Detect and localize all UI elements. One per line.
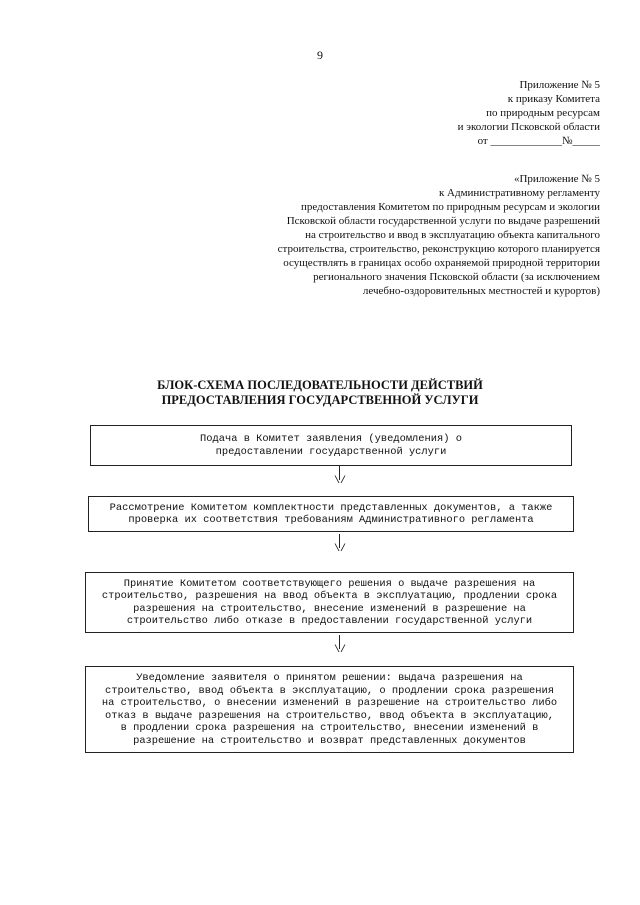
flow-step-text: Принятие Комитетом соответствующего решения о выдаче разрешения на: [123, 577, 536, 590]
page-number: 9: [317, 48, 323, 62]
flow-step-text: отказ в выдаче разрешения на строительство, ввод объекта в эксплуатацию,: [105, 709, 554, 722]
flow-step-text: проверка их соответствия требованиям Административного регламента: [128, 514, 534, 526]
arrow-down-icon: \/: [333, 476, 346, 487]
annex-bottom-line: осуществлять в границах особо охраняемой природной территории: [283, 257, 600, 269]
flow-step-text: строительство либо отказе в предоставлении государственной услуги: [126, 615, 533, 627]
flow-step-text: на строительство, о внесении изменений в разрешение на строительство либо: [101, 697, 558, 709]
annex-top-line: по природным ресурсам: [486, 107, 600, 119]
annex-bottom-line: «Приложение № 5: [513, 173, 600, 185]
flow-step-text: строительство, разрешения на ввод объекта в эксплуатацию, продлении срока: [101, 590, 558, 602]
annex-bottom-line: предоставления Комитетом по природным ресурсам и экологии: [301, 201, 600, 213]
annex-top-date-number-line: от _____________№_____: [477, 135, 600, 147]
flow-step-text: Подача в Комитет заявления (уведомления) о: [200, 433, 462, 445]
annex-bottom-line: регионального значения Псковской области (за исключением: [313, 271, 600, 283]
flow-step-text: предоставлении государственной услуги: [215, 445, 447, 458]
flow-arrow-down: [325, 635, 355, 659]
flow-step-submission: [90, 425, 572, 466]
annex-bottom-line: лечебно-оздоровительных местностей и курортов): [362, 285, 600, 297]
annex-regulation-reference: [278, 172, 600, 298]
annex-bottom-line: Псковской области государственной услуги по выдаче разрешений: [286, 215, 600, 227]
flow-step-text: разрешение на строительство и возврат представленных документов: [133, 734, 526, 747]
flow-step-text: в продлении срока разрешения на строительство, внесении изменений в: [120, 722, 539, 734]
flowchart-title: [0, 378, 640, 408]
flow-step-text: строительство, ввод объекта в эксплуатацию, о продлении срока разрешения: [105, 684, 554, 697]
flow-step-review: [88, 496, 574, 532]
flow-step-text: Рассмотрение Комитетом комплектности представленных документов, а также: [109, 501, 553, 514]
flowchart-title-line-2: ПРЕДОСТАВЛЕНИЯ ГОСУДАРСТВЕННОЙ УСЛУГИ: [161, 393, 479, 407]
arrow-down-icon: \/: [333, 544, 346, 555]
annex-top-line: к приказу Комитета: [507, 93, 600, 105]
annex-bottom-line: строительства, строительство, реконструкцию которого планируется: [277, 243, 600, 255]
flow-arrow-down: [325, 466, 355, 490]
annex-top-line: и экологии Псковской области: [457, 121, 600, 133]
flow-step-text: Уведомление заявителя о принятом решении: выдача разрешения на: [136, 672, 523, 684]
annex-bottom-line: на строительство и ввод в эксплуатацию объекта капитального: [305, 229, 600, 241]
flow-arrow-down: [325, 534, 355, 558]
annex-order-reference: [458, 78, 600, 148]
flow-step-text: разрешения на строительство, внесение изменений в разрешение на: [133, 602, 526, 615]
flow-step-decision: [85, 572, 574, 633]
flowchart-title-line-1: БЛОК-СХЕМА ПОСЛЕДОВАТЕЛЬНОСТИ ДЕЙСТВИЙ: [157, 378, 483, 392]
annex-bottom-line: к Административному регламенту: [438, 187, 600, 199]
flow-step-notification: [85, 666, 574, 753]
annex-top-line: Приложение № 5: [519, 79, 600, 91]
arrow-down-icon: \/: [333, 645, 346, 656]
